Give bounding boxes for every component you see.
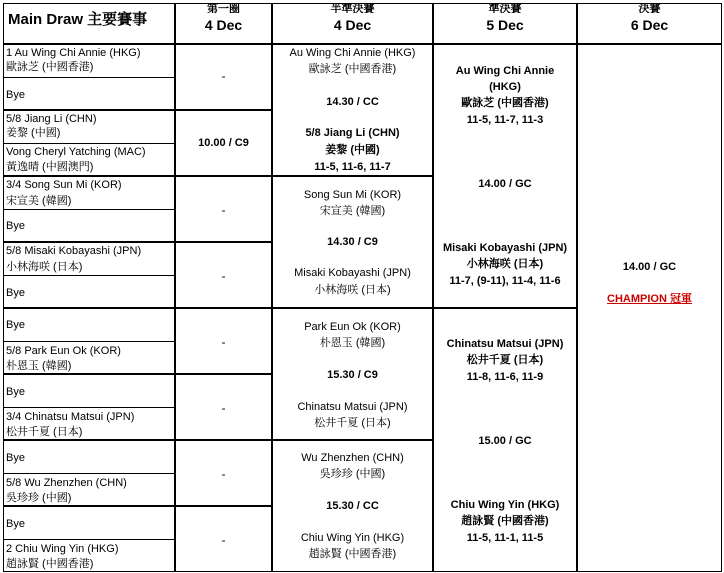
player-name-chinese: 趙詠賢 (中國香港) [308,548,397,560]
player-name: Wu Zhenzhen (CHN) [301,452,404,464]
round3-date: 5 Dec [486,17,524,33]
round4-header [577,3,722,44]
round3-name: 準決賽 [488,4,522,13]
r1-match-3 [175,176,272,242]
player-name: Song Sun Mi (KOR) [303,189,402,201]
round1-date: 4 Dec [204,17,243,33]
player-name: Au Wing Chi Annie [455,65,555,77]
match-result: - [221,335,226,349]
divider [4,473,174,474]
round2-name: 半準決賽 [330,4,375,13]
player-name-chinese: 朴恩玉 (韓國) [319,337,386,349]
final-time-court: 14.00 / GC [622,261,677,273]
match-score: 11-5, 11-1, 11-5 [466,532,544,544]
player-name: Bye [6,386,25,398]
r1-match-7 [175,440,272,506]
player-name: 2 Chiu Wing Yin (HKG) [6,543,119,555]
r1-match-5 [175,308,272,374]
player-block-4 [3,242,175,308]
round3-header [433,3,577,44]
player-name-chinese: 小林海咲 (日本) [6,261,83,273]
round4-date: 6 Dec [630,17,669,33]
player-block-6 [3,374,175,440]
player-name-chinese: 吳珍珍 (中國) [6,492,72,504]
divider [4,407,174,408]
player-name-chinese: 松井千夏 (日本) [466,354,544,366]
winner-name: 5/8 Jiang Li (CHN) [305,127,400,139]
player-name: Vong Cheryl Yatching (MAC) [6,146,146,158]
r2-match-2 [272,176,433,308]
player-name: Bye [6,220,25,232]
final-match [577,44,722,572]
winner-name-chinese: 姜黎 (中國) [325,144,380,156]
player-name: 5/8 Jiang Li (CHN) [6,113,97,125]
r2-match-4 [272,440,433,572]
player-name-chinese: 姜黎 (中國) [6,127,61,139]
player-block-2 [3,110,175,176]
round2-date: 4 Dec [333,17,372,33]
match-result: - [221,69,226,83]
round1-header [175,3,272,44]
player-name: 3/4 Chinatsu Matsui (JPN) [6,411,135,423]
player-name-chinese: 吳珍珍 (中國) [319,468,386,480]
match-result: - [221,467,226,481]
r1-match-1 [175,44,272,110]
player-country: (HKG) [489,81,521,93]
player-name-chinese: 趙詠賢 (中國香港) [6,558,94,570]
divider [4,275,174,276]
divider [4,539,174,540]
player-name-chinese: 松井千夏 (日本) [314,417,391,429]
match-time-court: 15.30 / C9 [327,369,378,381]
player-block-8 [3,506,175,572]
match-score: 11-8, 11-6, 11-9 [466,371,544,383]
player-name: Bye [6,287,25,299]
champion-link[interactable]: CHAMPION 冠軍 [607,293,692,305]
player-name: 5/8 Wu Zhenzhen (CHN) [6,477,127,489]
player-name-chinese: 歐詠芝 (中國香港) [6,61,94,73]
player-name: 1 Au Wing Chi Annie (HKG) [6,47,141,59]
player-block-1 [3,44,175,110]
r1-match-4 [175,242,272,308]
player-name-chinese: 朴恩玉 (韓國) [6,360,72,372]
player-block-5 [3,308,175,374]
winner-name: Chiu Wing Yin (HKG) [450,499,560,511]
player-name: Bye [6,518,25,530]
player-name: 3/4 Song Sun Mi (KOR) [6,179,122,191]
match-result: - [221,533,226,547]
player-name-chinese: 宋宣美 (韓國) [6,195,72,207]
player-name: Chiu Wing Yin (HKG) [300,532,405,544]
player-name: Chinatsu Matsui (JPN) [297,401,408,413]
player-block-3 [3,176,175,242]
player-block-7 [3,440,175,506]
divider [4,143,174,144]
winner-name-chinese: 趙詠賢 (中國香港) [461,515,549,527]
draw-title-cell [3,3,175,44]
r3-match-1 [433,44,577,308]
player-name: Bye [6,452,25,464]
r1-match-8 [175,506,272,572]
player-name-chinese: 歐詠芝 (中國香港) [308,63,397,75]
match-score: 11-5, 11-6, 11-7 [314,161,391,173]
match-time-court: 14.00 / GC [478,178,532,190]
player-name: Au Wing Chi Annie (HKG) [289,47,416,59]
player-name: 5/8 Misaki Kobayashi (JPN) [6,245,142,257]
match-time-court: 14.30 / C9 [327,236,378,248]
player-name-chinese: 小林海咲 (日本) [314,284,391,296]
r2-match-3 [272,308,433,440]
r1-match-2 [175,110,272,176]
player-name-chinese: 宋宣美 (韓國) [319,205,386,217]
match-score: 11-5, 11-7, 11-3 [466,114,544,126]
match-time-court: 15.00 / GC [478,435,532,447]
match-time-court: 15.30 / CC [326,500,379,512]
player-name: Bye [6,89,25,101]
player-name-chinese: 歐詠芝 (中國香港) [461,97,549,109]
round2-header [272,3,433,44]
match-score: 11-7, (9-11), 11-4, 11-6 [449,275,561,287]
draw-title: Main Draw 主要賽事 [8,11,148,28]
r1-match-6 [175,374,272,440]
round1-name: 第一圈 [207,4,240,13]
divider [4,209,174,210]
player-name-chinese: 松井千夏 (日本) [6,426,83,438]
winner-name: Misaki Kobayashi (JPN) [442,242,568,254]
match-time-court: 10.00 / C9 [198,137,249,149]
r3-match-2 [433,308,577,572]
match-result: - [221,401,226,415]
player-name: 5/8 Park Eun Ok (KOR) [6,345,121,357]
round4-name: 決賽 [638,4,661,13]
winner-name-chinese: 小林海咲 (日本) [466,258,544,270]
player-name: Bye [6,319,25,331]
divider [4,77,174,78]
match-time-court: 14.30 / CC [326,96,379,108]
player-name: Park Eun Ok (KOR) [304,321,401,333]
match-result: - [221,269,226,283]
player-name: Chinatsu Matsui (JPN) [446,338,564,350]
divider [4,341,174,342]
player-name: Misaki Kobayashi (JPN) [294,267,411,279]
r2-match-1 [272,44,433,176]
player-name-chinese: 黃逸晴 (中國澳門) [6,161,94,173]
match-result: - [221,203,226,217]
